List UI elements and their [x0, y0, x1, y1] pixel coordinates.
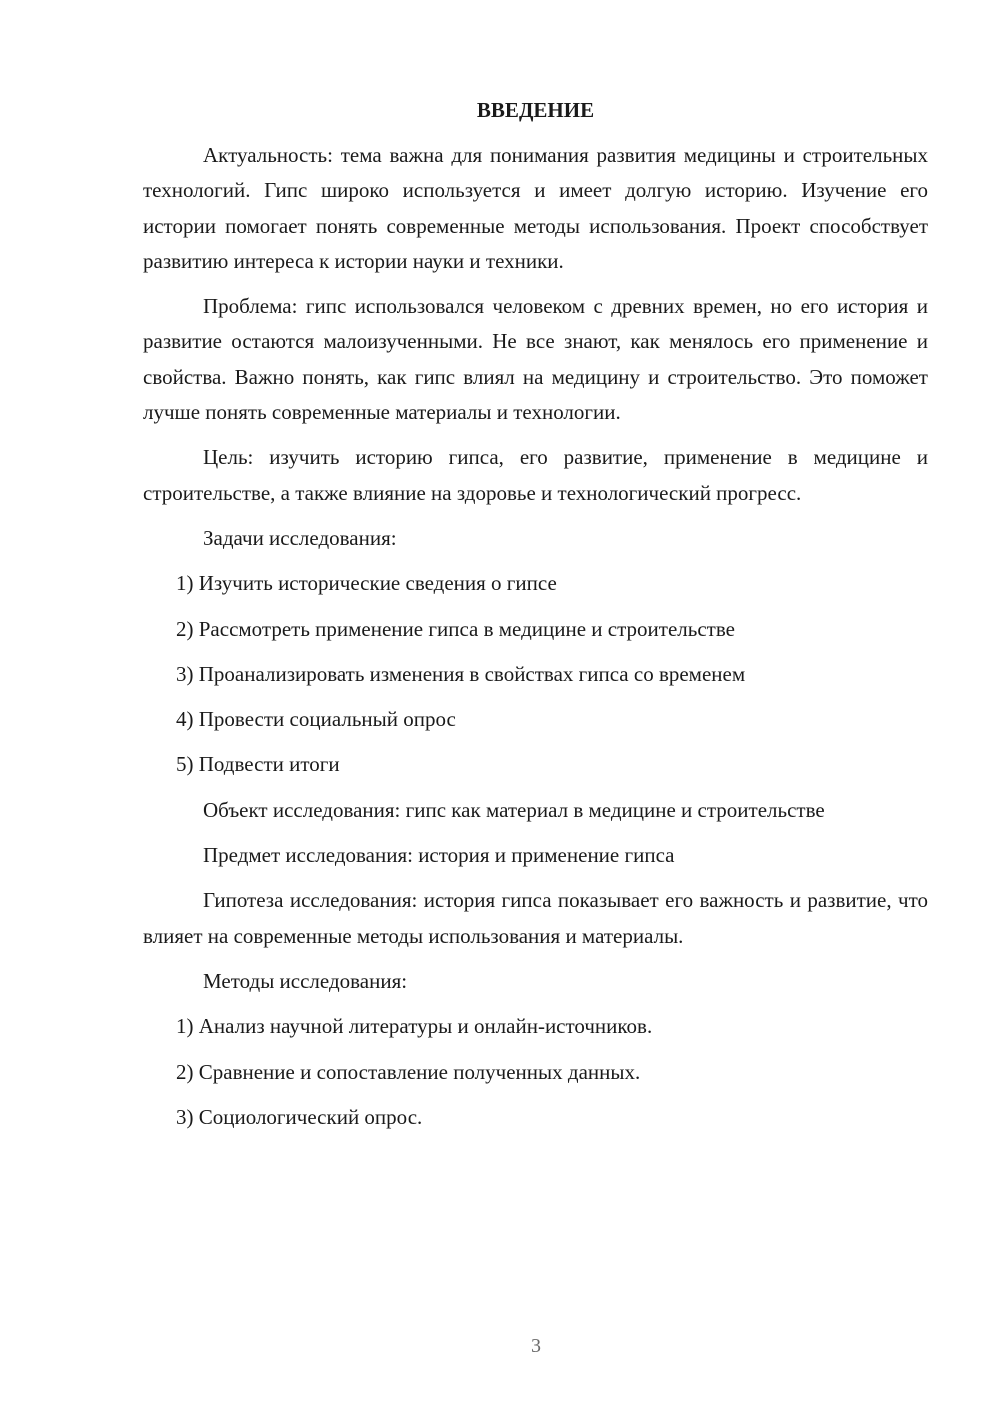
method-item: 3) Социологический опрос. [176, 1104, 423, 1129]
task-item: 2) Рассмотреть применение гипса в медицине и строительстве [176, 616, 735, 641]
relevance-paragraph: Актуальность: тема важна для понимания развития медицины и строительных технологий. Гипс широко используется и имеет долгую историю. Изучение его истории помогает понять современные методы использования. Проект способствует развитию интереса к истории науки и техники. [143, 143, 928, 273]
task-item: 4) Провести социальный опрос [176, 707, 456, 732]
page-number: 3 [531, 1335, 541, 1357]
page-content [143, 96, 928, 1145]
tasks-list [143, 566, 928, 782]
object-paragraph: Объект исследования: гипс как материал в медицине и строительстве [203, 797, 825, 822]
hypothesis-paragraph: Гипотеза исследования: история гипса показывает его важность и развитие, что влияет на современные методы использования и материалы. [143, 888, 928, 948]
methods-heading: Методы исследования: [203, 968, 408, 993]
method-item: 2) Сравнение и сопоставление полученных данных. [176, 1059, 641, 1084]
task-item: 3) Проанализировать изменения в свойствах гипса со временем [176, 661, 746, 686]
methods-list [143, 1009, 928, 1135]
subject-paragraph: Предмет исследования: история и применение гипса [203, 843, 675, 868]
problem-paragraph: Проблема: гипс использовался человеком с древних времен, но его история и развитие остаются малоизученными. Не все знают, как менялось его применение и свойства. Важно понять, как гипс влиял на медицину и строительство. Это поможет лучше понять современные материалы и технологии. [143, 294, 928, 425]
section-title: ВВЕДЕНИЕ [476, 98, 595, 122]
task-item: 5) Подвести итоги [176, 752, 340, 777]
goal-paragraph: Цель: изучить историю гипса, его развитие, применение в медицине и строительстве, а также влияние на здоровье и технологический прогресс. [143, 445, 928, 505]
tasks-heading: Задачи исследования: [203, 525, 397, 550]
task-item: 1) Изучить исторические сведения о гипсе [176, 571, 557, 596]
method-item: 1) Анализ научной литературы и онлайн-источников. [176, 1014, 653, 1039]
